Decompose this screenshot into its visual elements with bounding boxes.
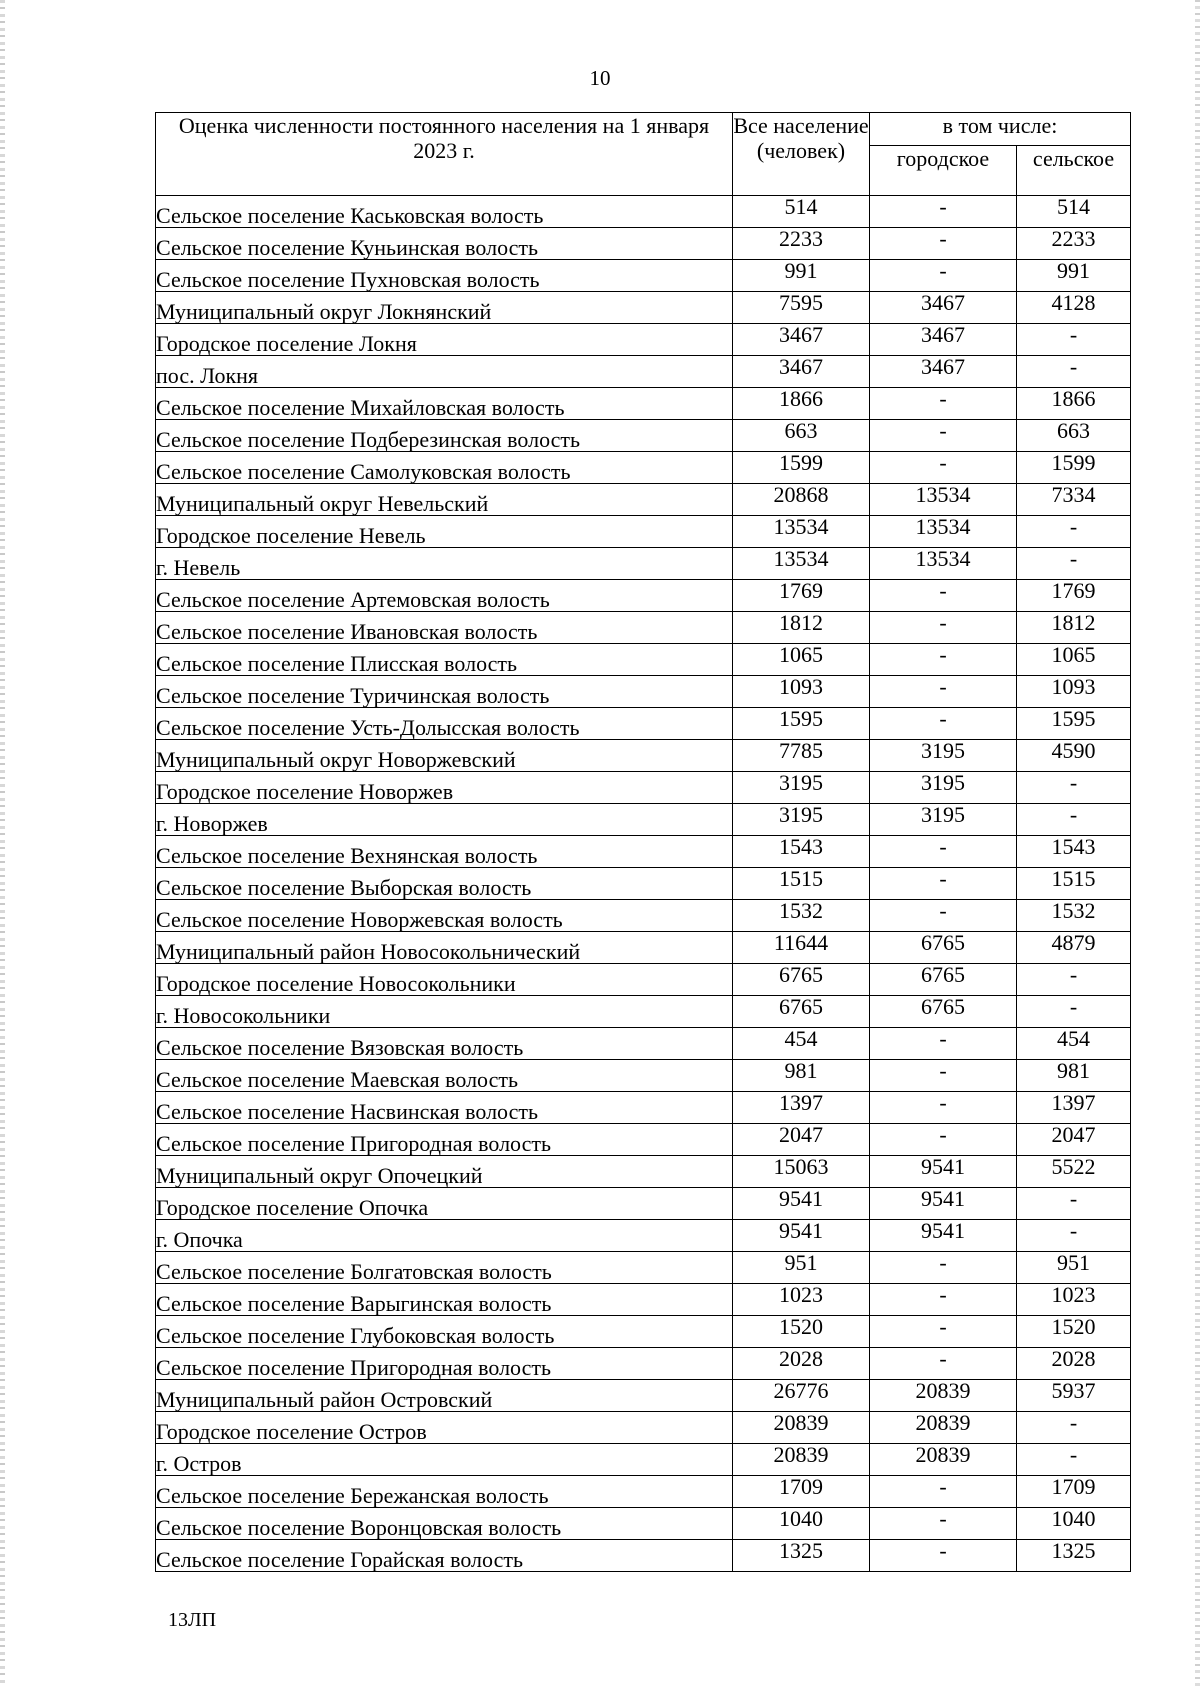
table-row [156,1188,1131,1220]
table-row [156,1316,1131,1348]
row-total-cell: 2028 [733,1348,870,1380]
row-name-cell: Сельское поселение Михайловская волость [156,388,733,420]
row-total-cell: 7785 [733,740,870,772]
row-total-cell: 7595 [733,292,870,324]
row-total-cell: 1093 [733,676,870,708]
row-total-cell: 1543 [733,836,870,868]
row-urban-cell: 20839 [870,1412,1017,1444]
row-name-cell: Сельское поселение Пригородная волость [156,1124,733,1156]
header-name-column: Оценка численности постоянного населения на 1 января 2023 г. [156,113,733,196]
row-name-cell: Сельское поселение Пухновская волость [156,260,733,292]
row-rural-cell: 1866 [1017,388,1131,420]
row-rural-cell: - [1017,1412,1131,1444]
row-urban-cell: - [870,1092,1017,1124]
table-row [156,420,1131,452]
row-name-cell: Городское поселение Опочка [156,1188,733,1220]
table-row [156,996,1131,1028]
row-name-cell: Сельское поселение Туричинская волость [156,676,733,708]
table-body [156,196,1131,1572]
table-row [156,612,1131,644]
row-urban-cell: - [870,900,1017,932]
row-rural-cell: - [1017,548,1131,580]
row-urban-cell: - [870,228,1017,260]
row-urban-cell: 13534 [870,516,1017,548]
row-rural-cell: 1709 [1017,1476,1131,1508]
row-rural-cell: 1325 [1017,1540,1131,1572]
row-total-cell: 991 [733,260,870,292]
row-name-cell: Городское поселение Новоржев [156,772,733,804]
row-total-cell: 15063 [733,1156,870,1188]
row-rural-cell: 4879 [1017,932,1131,964]
row-urban-cell: - [870,1348,1017,1380]
table-row [156,1156,1131,1188]
row-rural-cell: 4590 [1017,740,1131,772]
row-rural-cell: - [1017,964,1131,996]
row-name-cell: Городское поселение Невель [156,516,733,548]
footer-code: 13ЛП [168,1609,217,1631]
row-urban-cell: - [870,612,1017,644]
header-urban-column: городское [870,146,1017,196]
row-urban-cell: 20839 [870,1444,1017,1476]
row-rural-cell: 2028 [1017,1348,1131,1380]
row-rural-cell: 2233 [1017,228,1131,260]
row-name-cell: Сельское поселение Вехнянская волость [156,836,733,868]
row-total-cell: 20839 [733,1444,870,1476]
table-row [156,1508,1131,1540]
table-row [156,1060,1131,1092]
row-total-cell: 1812 [733,612,870,644]
row-urban-cell: 9541 [870,1220,1017,1252]
row-urban-cell: - [870,420,1017,452]
row-total-cell: 1397 [733,1092,870,1124]
row-rural-cell: 5937 [1017,1380,1131,1412]
row-rural-cell: - [1017,1220,1131,1252]
page-number: 10 [589,66,611,90]
table-row [156,228,1131,260]
row-rural-cell: - [1017,804,1131,836]
row-urban-cell: - [870,1028,1017,1060]
table-row [156,580,1131,612]
row-rural-cell: - [1017,1188,1131,1220]
row-rural-cell: 1040 [1017,1508,1131,1540]
row-rural-cell: 951 [1017,1252,1131,1284]
row-total-cell: 1325 [733,1540,870,1572]
row-total-cell: 3195 [733,804,870,836]
row-total-cell: 1769 [733,580,870,612]
row-rural-cell: 1769 [1017,580,1131,612]
row-total-cell: 1866 [733,388,870,420]
table-row [156,868,1131,900]
row-total-cell: 9541 [733,1220,870,1252]
table-row [156,1348,1131,1380]
row-urban-cell: - [870,1060,1017,1092]
row-name-cell: Сельское поселение Бережанская волость [156,1476,733,1508]
table-row [156,964,1131,996]
table-row [156,196,1131,228]
row-rural-cell: 1595 [1017,708,1131,740]
row-urban-cell: 9541 [870,1156,1017,1188]
row-name-cell: Городское поселение Локня [156,324,733,356]
row-name-cell: Муниципальный округ Локнянский [156,292,733,324]
row-total-cell: 13534 [733,516,870,548]
row-total-cell: 13534 [733,548,870,580]
row-rural-cell: 4128 [1017,292,1131,324]
row-rural-cell: 1532 [1017,900,1131,932]
table-header [156,113,1131,196]
table-row [156,484,1131,516]
row-name-cell: Городское поселение Новосокольники [156,964,733,996]
row-total-cell: 1595 [733,708,870,740]
row-urban-cell: - [870,260,1017,292]
row-urban-cell: - [870,1252,1017,1284]
row-rural-cell: 1397 [1017,1092,1131,1124]
row-rural-cell: 454 [1017,1028,1131,1060]
table-row [156,1220,1131,1252]
row-urban-cell: - [870,1284,1017,1316]
row-name-cell: Муниципальный округ Новоржевский [156,740,733,772]
row-name-cell: Муниципальный район Островский [156,1380,733,1412]
row-rural-cell: - [1017,772,1131,804]
row-urban-cell: - [870,1316,1017,1348]
row-name-cell: г. Опочка [156,1220,733,1252]
row-urban-cell: 20839 [870,1380,1017,1412]
row-name-cell: Сельское поселение Выборская волость [156,868,733,900]
row-rural-cell: - [1017,996,1131,1028]
row-name-cell: Сельское поселение Новоржевская волость [156,900,733,932]
row-name-cell: г. Новосокольники [156,996,733,1028]
row-urban-cell: - [870,580,1017,612]
row-total-cell: 11644 [733,932,870,964]
row-total-cell: 3467 [733,324,870,356]
row-name-cell: Муниципальный округ Опочецкий [156,1156,733,1188]
row-rural-cell: 663 [1017,420,1131,452]
row-name-cell: Сельское поселение Усть-Долысская волость [156,708,733,740]
row-urban-cell: 6765 [870,932,1017,964]
row-total-cell: 1023 [733,1284,870,1316]
row-total-cell: 26776 [733,1380,870,1412]
row-total-cell: 6765 [733,996,870,1028]
row-name-cell: г. Невель [156,548,733,580]
row-name-cell: Сельское поселение Куньинская волость [156,228,733,260]
row-name-cell: Сельское поселение Плисская волость [156,644,733,676]
row-urban-cell: 3467 [870,356,1017,388]
header-including: в том числе: [870,113,1131,146]
row-total-cell: 981 [733,1060,870,1092]
row-rural-cell: 5522 [1017,1156,1131,1188]
table-row [156,1476,1131,1508]
row-urban-cell: - [870,868,1017,900]
table-row [156,644,1131,676]
table-row [156,932,1131,964]
row-total-cell: 1520 [733,1316,870,1348]
row-name-cell: Сельское поселение Подберезинская волость [156,420,733,452]
row-name-cell: Сельское поселение Пригородная волость [156,1348,733,1380]
row-name-cell: Городское поселение Остров [156,1412,733,1444]
row-name-cell: пос. Локня [156,356,733,388]
row-total-cell: 454 [733,1028,870,1060]
table-row [156,548,1131,580]
row-total-cell: 1040 [733,1508,870,1540]
row-urban-cell: 3195 [870,740,1017,772]
row-name-cell: Сельское поселение Вязовская волость [156,1028,733,1060]
row-rural-cell: 981 [1017,1060,1131,1092]
table-row [156,292,1131,324]
row-urban-cell: 3195 [870,772,1017,804]
row-name-cell: Муниципальный округ Невельский [156,484,733,516]
table-row [156,740,1131,772]
row-name-cell: Сельское поселение Глубоковская волость [156,1316,733,1348]
row-total-cell: 20839 [733,1412,870,1444]
row-name-cell: Сельское поселение Маевская волость [156,1060,733,1092]
row-urban-cell: - [870,1124,1017,1156]
table-row [156,452,1131,484]
row-rural-cell: 991 [1017,260,1131,292]
table-row [156,1028,1131,1060]
row-name-cell: Сельское поселение Насвинская волость [156,1092,733,1124]
row-rural-cell: 7334 [1017,484,1131,516]
row-urban-cell: - [870,388,1017,420]
row-urban-cell: 13534 [870,548,1017,580]
table-row [156,1540,1131,1572]
row-urban-cell: 3467 [870,292,1017,324]
row-total-cell: 3195 [733,772,870,804]
row-rural-cell: 514 [1017,196,1131,228]
row-total-cell: 663 [733,420,870,452]
table-row [156,1124,1131,1156]
row-total-cell: 1532 [733,900,870,932]
row-name-cell: Сельское поселение Воронцовская волость [156,1508,733,1540]
row-urban-cell: 3467 [870,324,1017,356]
table-row [156,516,1131,548]
row-urban-cell: - [870,1476,1017,1508]
row-rural-cell: 1520 [1017,1316,1131,1348]
table-row [156,1380,1131,1412]
row-urban-cell: 6765 [870,964,1017,996]
header-rural-column: сельское [1017,146,1131,196]
row-total-cell: 2047 [733,1124,870,1156]
row-total-cell: 1599 [733,452,870,484]
row-name-cell: Сельское поселение Самолуковская волость [156,452,733,484]
row-urban-cell: - [870,1508,1017,1540]
row-name-cell: г. Остров [156,1444,733,1476]
table-row [156,772,1131,804]
row-urban-cell: - [870,836,1017,868]
row-total-cell: 1709 [733,1476,870,1508]
table-row [156,324,1131,356]
table-row [156,356,1131,388]
table-row [156,1412,1131,1444]
population-table [155,112,1131,1572]
table-row [156,708,1131,740]
table-row [156,900,1131,932]
row-urban-cell: 13534 [870,484,1017,516]
scan-edge-right [1195,0,1200,1686]
row-rural-cell: 1543 [1017,836,1131,868]
row-rural-cell: 1599 [1017,452,1131,484]
row-rural-cell: - [1017,324,1131,356]
row-name-cell: Сельское поселение Артемовская волость [156,580,733,612]
row-total-cell: 6765 [733,964,870,996]
row-total-cell: 2233 [733,228,870,260]
row-urban-cell: - [870,676,1017,708]
row-name-cell: Сельское поселение Горайская волость [156,1540,733,1572]
row-rural-cell: 2047 [1017,1124,1131,1156]
row-rural-cell: - [1017,1444,1131,1476]
row-name-cell: Сельское поселение Болгатовская волость [156,1252,733,1284]
row-total-cell: 3467 [733,356,870,388]
table-row [156,1444,1131,1476]
row-urban-cell: - [870,708,1017,740]
row-urban-cell: - [870,452,1017,484]
row-name-cell: г. Новоржев [156,804,733,836]
row-urban-cell: - [870,644,1017,676]
row-rural-cell: 1515 [1017,868,1131,900]
row-urban-cell: 9541 [870,1188,1017,1220]
table-row [156,676,1131,708]
row-total-cell: 1065 [733,644,870,676]
scan-edge-left [0,0,5,1686]
row-rural-cell: 1812 [1017,612,1131,644]
row-name-cell: Сельское поселение Ивановская волость [156,612,733,644]
row-total-cell: 1515 [733,868,870,900]
row-rural-cell: 1065 [1017,644,1131,676]
table-row [156,260,1131,292]
row-total-cell: 514 [733,196,870,228]
row-rural-cell: 1093 [1017,676,1131,708]
row-urban-cell: 3195 [870,804,1017,836]
table-row [156,1252,1131,1284]
row-urban-cell: - [870,1540,1017,1572]
table-row [156,1284,1131,1316]
header-total-column: Все население (человек) [733,113,870,196]
row-name-cell: Сельское поселение Каськовская волость [156,196,733,228]
row-rural-cell: 1023 [1017,1284,1131,1316]
row-total-cell: 951 [733,1252,870,1284]
table-row [156,804,1131,836]
table-row [156,388,1131,420]
table-row [156,836,1131,868]
row-name-cell: Муниципальный район Новосокольнический [156,932,733,964]
row-name-cell: Сельское поселение Варыгинская волость [156,1284,733,1316]
row-total-cell: 20868 [733,484,870,516]
row-total-cell: 9541 [733,1188,870,1220]
row-rural-cell: - [1017,356,1131,388]
row-urban-cell: 6765 [870,996,1017,1028]
row-urban-cell: - [870,196,1017,228]
table-row [156,1092,1131,1124]
row-rural-cell: - [1017,516,1131,548]
